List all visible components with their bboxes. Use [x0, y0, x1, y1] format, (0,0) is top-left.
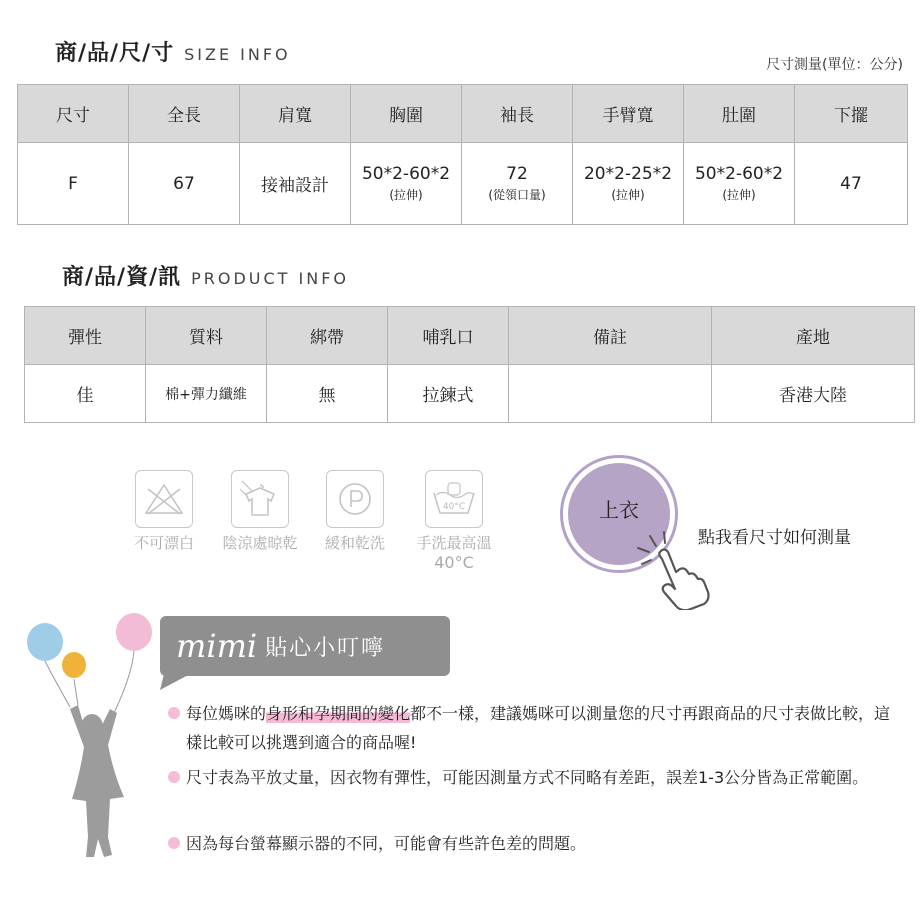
size-info-title: 商/品/尺/寸 — [55, 41, 175, 66]
size-table-row — [18, 143, 908, 225]
care-label-temp: 40°C — [434, 553, 474, 572]
tip-text: 都不一樣，建議媽咪可以測量您的尺寸再跟商品的尺寸表做比較，這樣比較可以挑選到適合的商品喔! — [186, 704, 891, 752]
product-cell: 香港大陸 — [712, 365, 915, 423]
size-header-cell: 下擺 — [795, 85, 908, 143]
size-cell — [240, 143, 351, 225]
product-header-cell: 彈性 — [25, 307, 146, 365]
size-header-cell: 胸圍 — [351, 85, 462, 143]
size-note: (拉伸) — [611, 188, 645, 202]
product-header-cell: 綁帶 — [267, 307, 388, 365]
care-label: 緩和乾洗 — [324, 534, 385, 552]
tip-item-1 — [186, 699, 901, 757]
size-value: 接袖設計 — [261, 176, 329, 196]
size-note: (從領口量) — [488, 188, 546, 202]
tip-item-3 — [186, 829, 901, 858]
size-cell — [351, 143, 462, 225]
balloon-pink — [116, 613, 152, 651]
care-item-no-bleach — [123, 470, 205, 553]
product-cell: 棉+彈力纖維 — [146, 365, 267, 423]
care-item-shade-dry — [219, 470, 301, 553]
product-info-heading — [62, 260, 349, 291]
measure-top-button-label: 上衣 — [599, 497, 639, 522]
size-value: 67 — [173, 173, 195, 194]
size-cell — [462, 143, 573, 225]
size-value: 47 — [840, 173, 862, 194]
size-cell — [129, 143, 240, 225]
size-header-cell: 袖長 — [462, 85, 573, 143]
size-table-header-row — [18, 85, 908, 143]
product-header-cell: 產地 — [712, 307, 915, 365]
tips-bubble — [160, 616, 450, 676]
size-value: 50*2-60*2 — [361, 164, 451, 184]
size-header-cell: 尺寸 — [18, 85, 129, 143]
product-cell — [509, 365, 712, 423]
size-cell — [795, 143, 908, 225]
care-label: 不可漂白 — [133, 534, 194, 552]
tips-brand: mimi — [176, 627, 258, 665]
product-header-cell: 質料 — [146, 307, 267, 365]
measure-guide-link[interactable]: 點我看尺寸如何測量 — [698, 528, 851, 548]
product-table — [24, 306, 915, 423]
care-item-hand-wash — [413, 470, 495, 572]
size-value: 72 — [506, 164, 528, 184]
product-info-title: 商/品/資/訊 — [62, 265, 182, 290]
product-table-header-row — [25, 307, 915, 365]
tip-text: 每位媽咪的 — [186, 704, 267, 723]
tip-bullet — [168, 837, 180, 849]
size-note: (拉伸) — [722, 188, 756, 202]
care-label: 陰涼處晾乾 — [222, 534, 298, 552]
product-table-row — [25, 365, 915, 423]
tip-bullet — [168, 771, 180, 783]
size-info-heading — [55, 36, 291, 67]
tip-item-2 — [186, 763, 901, 792]
gentle-dry-clean-icon — [326, 470, 384, 528]
tip-highlight: 身形和孕期間的變化 — [266, 704, 411, 723]
unit-note: 尺寸測量(單位：公分) — [766, 57, 903, 73]
size-header-cell: 手臂寬 — [573, 85, 684, 143]
product-header-cell: 哺乳口 — [388, 307, 509, 365]
balloon-blue — [27, 623, 63, 661]
product-header-cell: 備註 — [509, 307, 712, 365]
wash-temp-mark: 40°C — [442, 502, 466, 512]
size-value: 20*2-25*2 — [583, 164, 673, 184]
size-value: 50*2-60*2 — [694, 164, 784, 184]
no-bleach-icon — [135, 470, 193, 528]
size-cell — [684, 143, 795, 225]
girl-balloons-illustration — [22, 605, 172, 894]
tip-bullet — [168, 707, 180, 719]
care-label: 手洗最高溫 — [416, 534, 492, 552]
hand-wash-40-icon — [425, 470, 483, 528]
size-cell — [18, 143, 129, 225]
size-header-cell: 全長 — [129, 85, 240, 143]
size-header-cell: 肩寬 — [240, 85, 351, 143]
product-cell: 拉鍊式 — [388, 365, 509, 423]
balloon-orange — [62, 652, 86, 678]
size-info-subtitle: SIZE INFO — [184, 45, 291, 64]
tips-title: 貼心小叮嚀 — [265, 635, 386, 661]
size-note: (拉伸) — [389, 188, 423, 202]
bubble-tail — [160, 674, 192, 690]
product-cell: 無 — [267, 365, 388, 423]
product-cell: 佳 — [25, 365, 146, 423]
tip-text: 因為每台螢幕顯示器的不同，可能會有些許色差的問題。 — [186, 834, 587, 853]
size-value: F — [68, 173, 78, 194]
care-item-gentle-dry-clean — [314, 470, 396, 553]
product-info-subtitle: PRODUCT INFO — [191, 269, 350, 288]
size-cell — [573, 143, 684, 225]
tip-text: 尺寸表為平放丈量，因衣物有彈性，可能因測量方式不同略有差距，誤差1-3公分皆為正常範圍。 — [186, 768, 869, 787]
size-table — [17, 84, 908, 225]
shade-dry-icon — [231, 470, 289, 528]
size-header-cell: 肚圍 — [684, 85, 795, 143]
